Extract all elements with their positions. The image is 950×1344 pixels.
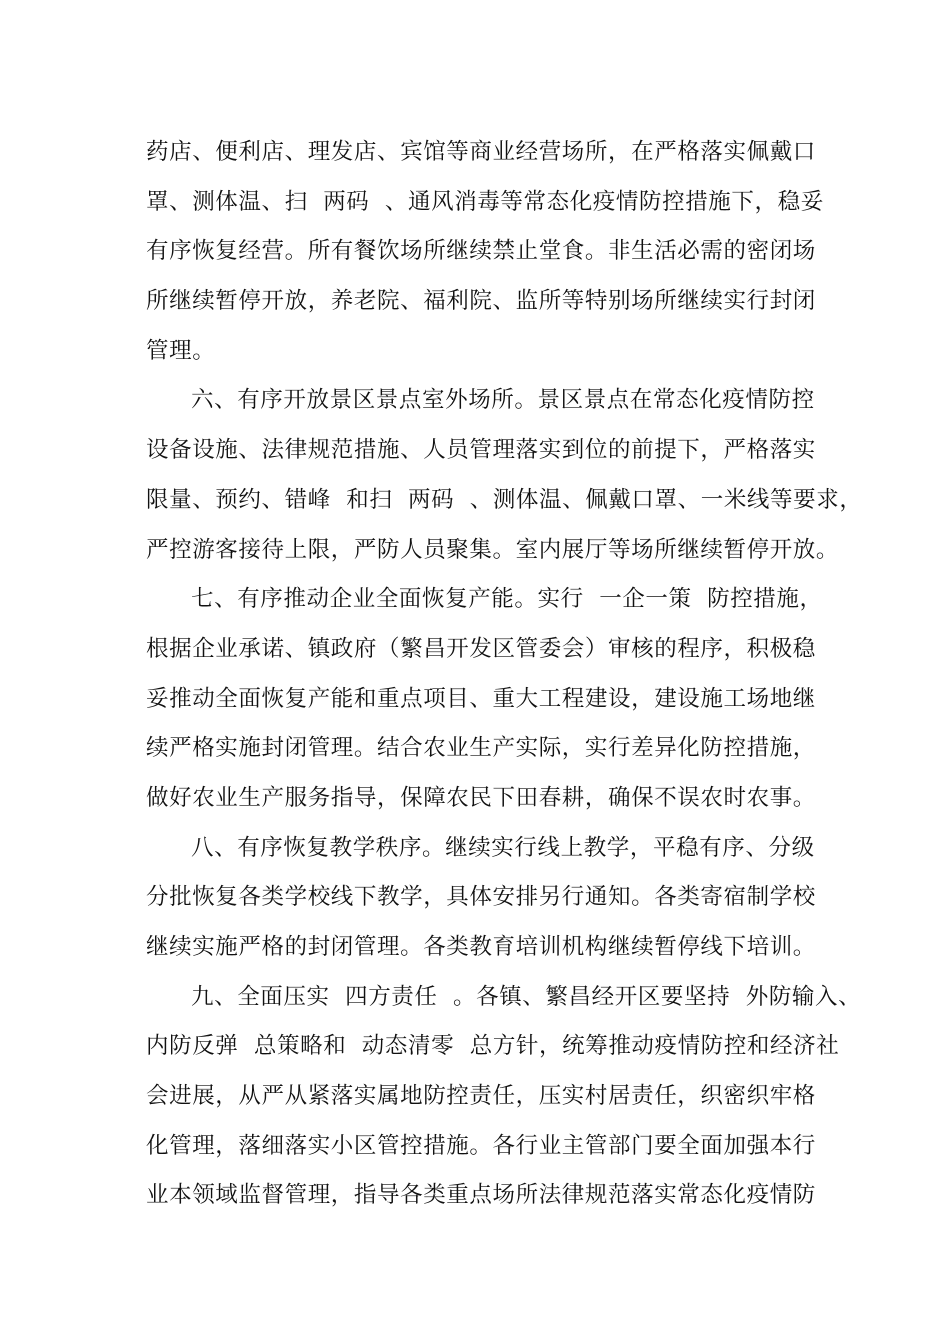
text-line: 内防反弹 总策略和 动态清零 总方针，统筹推动疫情防控和经济社 [146, 1033, 840, 1060]
text-line: 化管理，落细落实小区管控措施。各行业主管部门要全面加强本行 [146, 1132, 816, 1159]
text-line: 根据企业承诺、镇政府（繁昌开发区管委会）审核的程序，积极稳 [146, 635, 816, 662]
text-line: 会进展，从严从紧落实属地防控责任，压实村居责任，织密织牢格 [146, 1083, 816, 1110]
text-line: 有序恢复经营。所有餐饮场所继续禁止堂食。非生活必需的密闭场 [146, 238, 816, 265]
text-line: 限量、预约、错峰 和扫 两码 、测体温、佩戴口罩、一米线等要求， [146, 486, 863, 513]
text-line: 设备设施、法律规范措施、人员管理落实到位的前提下，严格落实 [146, 437, 816, 464]
text-line: 严控游客接待上限，严防人员聚集。室内展厅等场所继续暂停开放。 [146, 536, 840, 563]
text-line: 管理。 [146, 337, 216, 364]
text-line: 业本领域监督管理，指导各类重点场所法律规范落实常态化疫情防 [146, 1182, 816, 1209]
text-line: 做好农业生产服务指导，保障农民下田春耕，确保不误农时农事。 [146, 784, 816, 811]
paragraph-first-line: 七、有序推动企业全面恢复产能。实行 一企一策 防控措施， [191, 586, 823, 613]
paragraph-first-line: 六、有序开放景区景点室外场所。景区景点在常态化疫情防控 [191, 387, 815, 414]
text-line: 妥推动全面恢复产能和重点项目、重大工程建设，建设施工场地继 [146, 685, 816, 712]
text-line: 续严格实施封闭管理。结合农业生产实际，实行差异化防控措施， [146, 735, 816, 762]
document-body [146, 128, 863, 1221]
text-line: 药店、便利店、理发店、宾馆等商业经营场所，在严格落实佩戴口 [146, 139, 816, 165]
text-line: 所继续暂停开放，养老院、福利院、监所等特别场所继续实行封闭 [146, 288, 816, 315]
paragraph-first-line: 八、有序恢复教学秩序。继续实行线上教学，平稳有序、分级 [191, 834, 815, 861]
paragraph-first-line: 九、全面压实 四方责任 。各镇、繁昌经开区要坚持 外防输入、 [191, 983, 862, 1010]
text-line: 继续实施严格的封闭管理。各类教育培训机构继续暂停线下培训。 [146, 934, 816, 960]
text-line: 罩、测体温、扫 两码 、通风消毒等常态化疫情防控措施下，稳妥 [146, 188, 824, 215]
text-line: 分批恢复各类学校线下教学，具体安排另行通知。各类寄宿制学校 [146, 884, 816, 911]
